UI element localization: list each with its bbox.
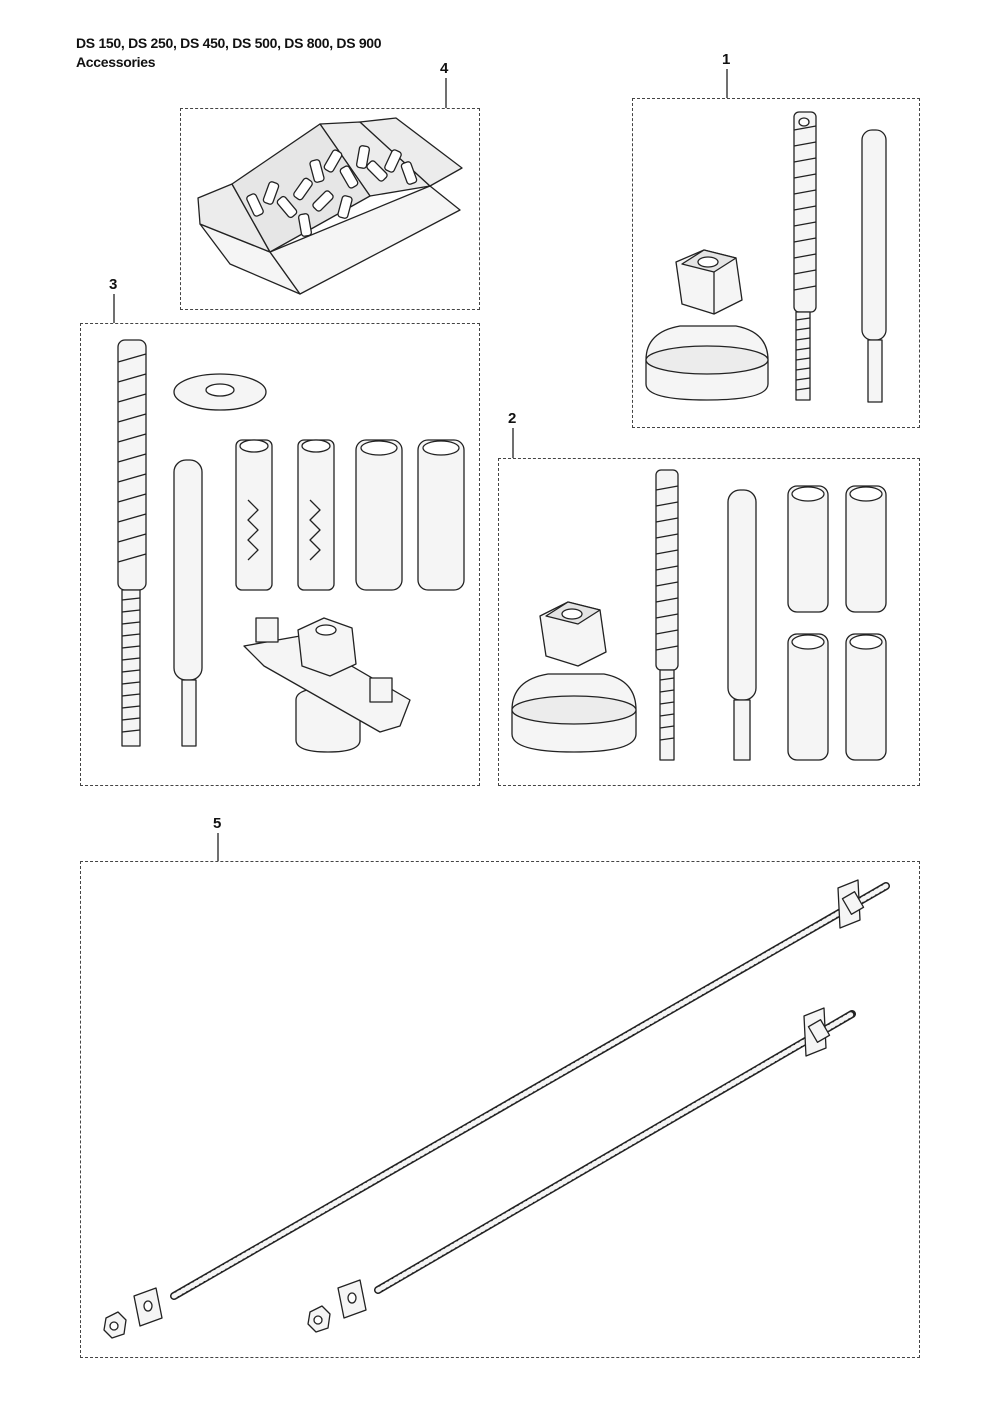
callout-5: 5 <box>213 815 222 832</box>
section-title: Accessories <box>76 54 156 70</box>
kit3-expansion-anchors-icon <box>236 440 334 590</box>
kit2-nut-base-icon <box>512 602 636 752</box>
callout-1: 1 <box>722 51 731 68</box>
kit1-nut-base-icon <box>646 250 768 400</box>
kit2-sleeve-anchors-icon <box>788 486 886 760</box>
kit3-setting-tool-icon <box>174 460 202 746</box>
kit2-setting-tool-icon <box>728 490 756 760</box>
callout-3: 3 <box>109 276 118 293</box>
kit1-threaded-anchor-icon <box>794 112 816 400</box>
kit3-washer-icon <box>174 374 266 410</box>
callout-4: 4 <box>440 60 449 77</box>
callout-2: 2 <box>508 410 517 427</box>
kit2-threaded-anchor-icon <box>656 470 678 760</box>
anchor-box-icon <box>198 118 462 294</box>
kit3-clamp-plate-icon <box>244 618 410 752</box>
kit3-sleeve-anchors-icon <box>356 440 464 590</box>
kit1-setting-tool-icon <box>862 130 886 402</box>
kit5-nuts-washers-icon <box>104 1280 366 1338</box>
kit5-short-rod-icon <box>378 1008 852 1290</box>
kit3-threaded-anchor-icon <box>118 340 146 746</box>
kit5-long-rod-icon <box>174 880 886 1296</box>
models-title: DS 150, DS 250, DS 450, DS 500, DS 800, DS 900 <box>76 35 382 51</box>
